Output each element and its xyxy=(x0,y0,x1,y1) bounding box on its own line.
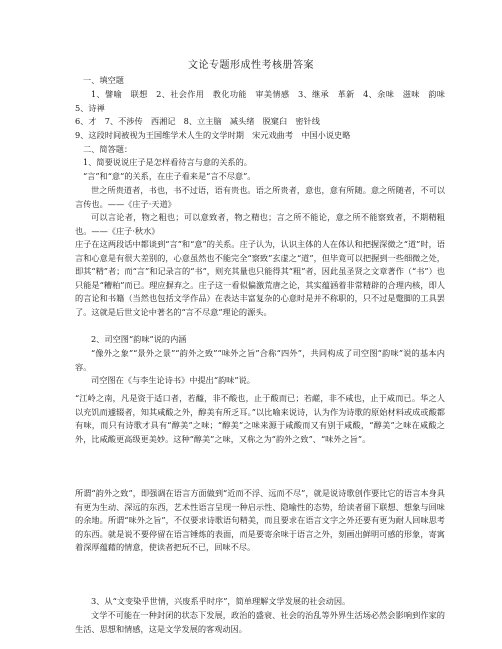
answer-line-1: 1、譬喻 联想 2、社会作用 教化功能 审美情感 3、继承 革新 4、余味 滋味 韵味 5、诗禅 xyxy=(75,89,454,113)
question-2: 2、司空图“韵味”说的内涵 xyxy=(91,334,187,344)
section-heading-short-answer: 二、简答题： xyxy=(83,144,133,154)
quote-tiandao: 世之所贵道者，书也，书不过语，语有贵也。语之所贵者，意也，意有所随。意之所随者，不可以言传也。——《庄子·天道》 xyxy=(75,185,445,209)
answer-line-3: 9、这段时间被视为王国维学术人生的文学时期 宋元戏曲考 中国小说史略 xyxy=(75,130,351,140)
question-1: 1、简要说说庄子是怎样看待言与意的关系的。 xyxy=(83,157,252,167)
paragraph: 文学不可能在一种封闭的状态下发展，政治的盛衰、社会的治乱等外界生活场必然会影响到作家的生活、思想和情感，这是文学发展的客观动因。 xyxy=(75,610,445,634)
paragraph-quote-analysis: “江岭之南，凡是资于适口者，若醯，非不酸也，止于酸而已；若鹾，非不咸也，止于咸而已。华之人以充饥而遽辍者，知其咸酸之外，醇美有所乏耳。”以比喻来说诗，认为作为诗歌的原始材料或成或酸都有味，而只有诗歌才具有“醇美”之味；“醇美”之味来源于咸酸而又有别于咸酸，“醇美”之味在咸酸之外，比咸酸更高级更美妙。这种“醇美”之味，又称之为“韵外之致”、“味外之旨”。 xyxy=(75,393,445,444)
paragraph: 司空图在《与李生论诗书》中提出“韵味”说。 xyxy=(91,375,255,385)
document-title: 文论专题形成性考核册答案 xyxy=(188,60,314,71)
quote-qiushui: 可以言论者，物之粗也；可以意致者，物之精也；言之所不能论，意之所不能察致者，不期精粗也。——《庄子·秋水》 xyxy=(75,212,445,236)
paragraph-analysis: 庄子在这两段话中都谈到“言”和“意”的关系。庄子认为，认识主体的人在体认和把握深微之“道”时，语言和心意是有很大差别的，心意虽然也不能完全“察致”玄虚之“道”，但毕竟可以把握到一些细微之处，即其“精”者；而“言”和记录言的“书”，则充其量也只能得其“粗”者，因此虽圣贤之文章著作（“书”）也只能是“糟粕”而已。理应摒弃之。庄子这一看似偏激荒唐之论，其实蕴涵着非常精辟的合理内核，即人的言论和书籍（当然也包括文学作品）在表达丰富复杂的心意时是并不称职的，只不过是蹩脚的工具罢了。这就是后世文论中著名的“言不尽意”理论的源头。 xyxy=(75,239,445,317)
question-3: 3、从“文变染乎世情，兴废系乎时序”，简单理解文学发展的社会动因。 xyxy=(91,596,351,606)
answer-line-2: 6、才 7、不涉传 西湘记 8、立主脑 减头绪 脱窠臼 密针线 xyxy=(75,116,320,126)
section-heading-fill-blank: 一、填空题 xyxy=(83,75,124,85)
paragraph: “言”和“意”的关系，在庄子看来是“言不尽意”。 xyxy=(83,171,256,181)
paragraph-explanation: 所谓“韵外之致”，即强调在语言方面做到“近而不浮、远而不尽”，就是说诗歌创作要比它的语言本身具有更为生动、深远的东西，艺术性语言呈现一种启示性、隐喻性的态势，给读者留下联想、想象与回味的余地。所谓“味外之旨”，不仅要求诗歌语句精美，而且要求在语言文字之外还要有更为耐人回味思考的东西。就是说不要停留在语言锤炼的表面，而是要寄余味于语言之外，刻画出鲜明可感的形象，寄寓着深厚蕴藉的情意，使读者把玩不已，回味不尽。 xyxy=(75,488,445,553)
paragraph: “像外之象”“景外之景”“韵外之致”“味外之旨”合称“四外”，共同构成了司空图“韵味”说的基本内容。 xyxy=(75,348,445,372)
